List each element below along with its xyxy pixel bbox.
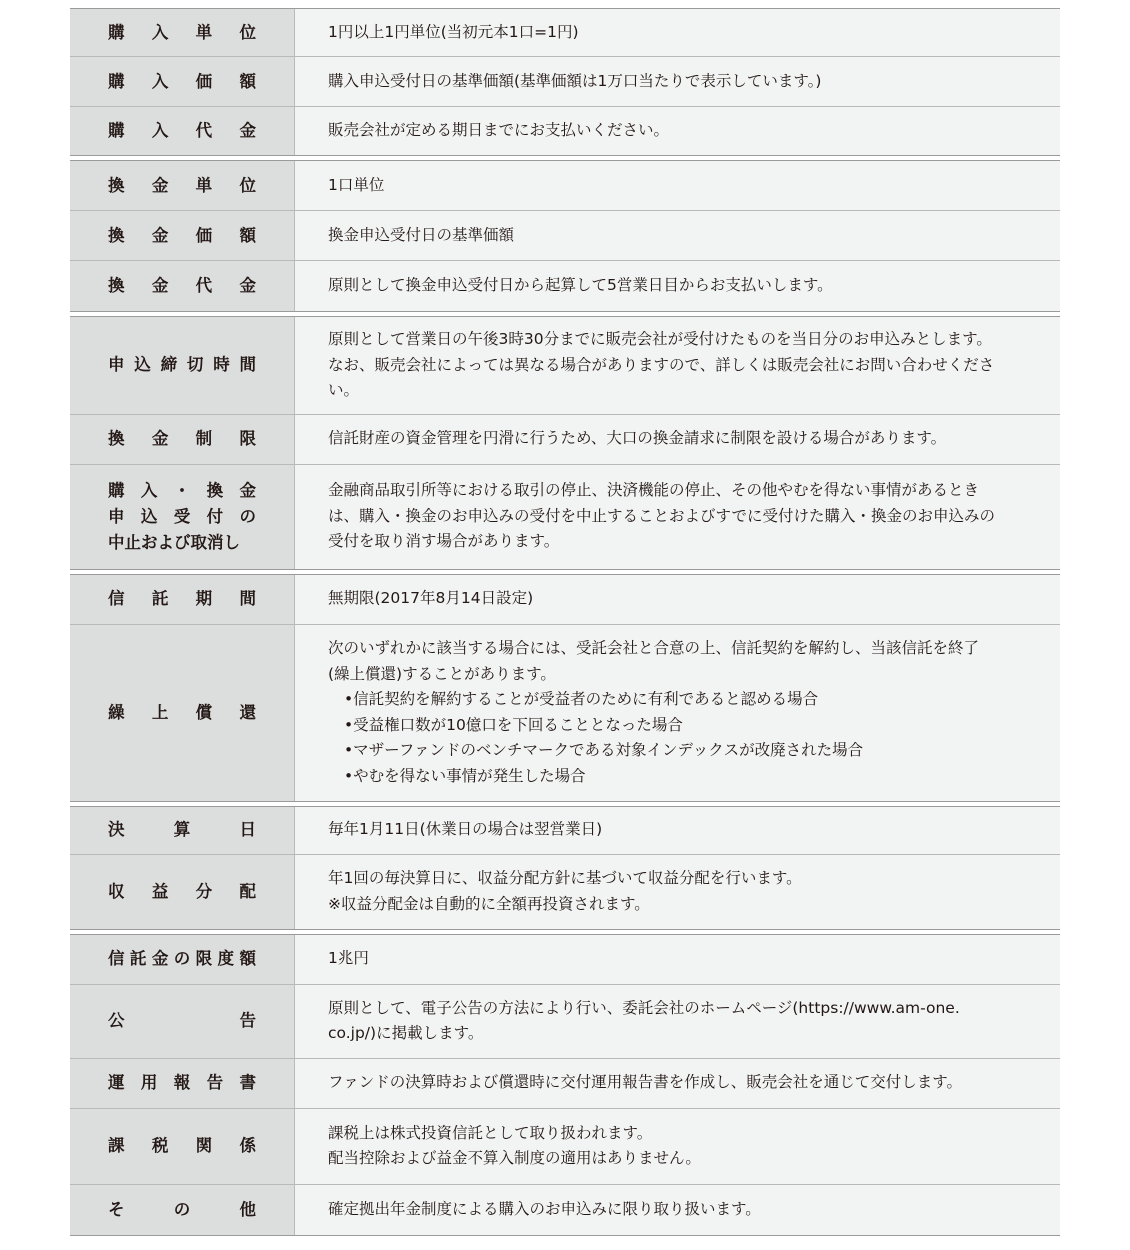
row-label	[108, 355, 256, 375]
table-row	[70, 9, 1060, 57]
row-label-line: 換 金 制 限	[108, 429, 256, 448]
row-label-cell	[70, 57, 295, 106]
row-value-line: い。	[328, 381, 360, 399]
row-label-cell	[70, 415, 295, 464]
row-value-cell	[295, 625, 1060, 801]
row-label	[108, 121, 256, 141]
row-label-line: 申 込 受 付 の	[108, 506, 256, 526]
row-label	[108, 1073, 256, 1093]
row-label-line: 課 税 関 係	[108, 1136, 256, 1155]
row-value-bullet: •信託契約を解約することが受益者のために有利であると認める場合	[344, 690, 819, 708]
section-group	[70, 160, 1060, 312]
row-value-line: 課税上は株式投資信託として取り扱われます。	[328, 1123, 653, 1142]
table-row	[70, 985, 1060, 1059]
row-label-cell	[70, 625, 295, 801]
row-label-line: 信 託 金 の 限 度 額	[108, 949, 256, 968]
row-label-cell	[70, 807, 295, 854]
row-value-line: 1兆円	[328, 949, 369, 968]
row-label	[108, 481, 256, 553]
row-value-line: 原則として換金申込受付日から起算して5営業日目からお支払いします。	[328, 276, 833, 295]
row-label	[108, 949, 256, 969]
row-value-line: 受付を取り消す場合があります。	[328, 532, 560, 551]
row-label-line: 購 入 価 額	[108, 71, 256, 91]
section-group	[70, 8, 1060, 156]
row-value-bullet: •受益権口数が10億口を下回ることとなった場合	[344, 715, 683, 734]
row-value-cell	[295, 211, 1060, 260]
row-label	[108, 1200, 256, 1220]
row-value-line: ファンドの決算時および償還時に交付運用報告書を作成し、販売会社を通じて交付します。	[328, 1073, 962, 1092]
section-group	[70, 934, 1060, 1236]
row-label-line: 購 入 単 位	[108, 22, 256, 42]
row-label	[108, 1011, 256, 1031]
row-value-line: 年1回の毎決算日に、収益分配方針に基づいて収益分配を行います。	[328, 869, 802, 887]
row-value-cell	[295, 985, 1060, 1058]
row-label-cell	[70, 1059, 295, 1108]
row-value-line: なお、販売会社によっては異なる場合がありますので、詳しくは販売会社にお問い合わせくださ	[328, 355, 995, 374]
row-label	[108, 1136, 256, 1156]
section-group	[70, 316, 1060, 570]
row-label-line: 中止および取消し	[108, 532, 240, 552]
row-label	[108, 820, 256, 840]
row-label-cell	[70, 161, 295, 210]
table-row	[70, 855, 1060, 929]
row-label-cell	[70, 575, 295, 624]
row-value-line: 販売会社が定める期日までにお支払いください。	[328, 121, 670, 140]
table-row	[70, 1109, 1060, 1185]
row-value-bullet: •やむを得ない事情が発生した場合	[344, 766, 586, 785]
row-value-cell	[295, 317, 1060, 414]
table-row	[70, 807, 1060, 855]
row-value-line: 確定拠出年金制度による購入のお申込みに限り取り扱います。	[328, 1199, 761, 1218]
row-label-cell	[70, 1185, 295, 1235]
row-value-line: co.jp/)に掲載します。	[328, 1024, 484, 1042]
row-value-line: 次のいずれかに該当する場合には、受託会社と合意の上、信託契約を解約し、当該信託を終了	[328, 639, 980, 657]
row-value-cell	[295, 807, 1060, 854]
row-value-cell	[295, 575, 1060, 624]
row-value-line: 信託財産の資金管理を円滑に行うため、大口の換金請求に制限を設ける場合があります。	[328, 429, 947, 448]
row-value-line: 換金申込受付日の基準価額	[328, 225, 515, 244]
row-value-line: ※収益分配金は自動的に全額再投資されます。	[328, 894, 650, 913]
row-label-line: 換 金 代 金	[108, 276, 256, 295]
table-row	[70, 317, 1060, 415]
row-label-line: 購 入 ・ 換 金	[108, 480, 256, 500]
section-group	[70, 574, 1060, 802]
row-value-line: 1円以上1円単位(当初元本1口=1円)	[328, 22, 579, 41]
row-value-cell	[295, 1185, 1060, 1235]
table-row	[70, 625, 1060, 801]
row-value-cell	[295, 261, 1060, 311]
row-label-cell	[70, 317, 295, 414]
row-label	[108, 703, 256, 723]
row-value-line: 原則として、電子公告の方法により行い、委託会社のホームページ(https://www.am-one.	[328, 998, 960, 1017]
row-label-cell	[70, 107, 295, 155]
row-value-cell	[295, 1059, 1060, 1108]
row-label	[108, 226, 256, 246]
table-row	[70, 575, 1060, 625]
table-row	[70, 261, 1060, 311]
row-value-line: (繰上償還)することがあります。	[328, 664, 556, 683]
row-label	[108, 276, 256, 296]
row-label	[108, 882, 256, 902]
row-label	[108, 589, 256, 609]
row-value-line: 毎年1月11日(休業日の場合は翌営業日)	[328, 820, 603, 839]
row-value-cell	[295, 1109, 1060, 1184]
row-value-bullet: •マザーファンドのベンチマークである対象インデックスが改廃された場合	[344, 741, 864, 759]
row-value-cell	[295, 465, 1060, 569]
row-value-line: は、購入・換金のお申込みの受付を中止することおよびすでに受付けた購入・換金のお申込みの	[328, 506, 995, 525]
row-label-cell	[70, 855, 295, 929]
row-label-cell	[70, 261, 295, 311]
row-value-cell	[295, 107, 1060, 155]
row-label-line: 収 益 分 配	[108, 881, 256, 901]
row-label-cell	[70, 1109, 295, 1184]
row-label-line: 運 用 報 告 書	[108, 1073, 256, 1092]
table-row	[70, 57, 1060, 107]
table-row	[70, 415, 1060, 465]
row-label	[108, 429, 256, 449]
table-row	[70, 465, 1060, 569]
row-label-cell	[70, 985, 295, 1058]
row-value-line: 配当控除および益金不算入制度の適用はありません。	[328, 1149, 701, 1167]
row-label-line: 繰 上 償 還	[108, 702, 256, 722]
table-row	[70, 161, 1060, 211]
fund-details-table	[70, 8, 1060, 1240]
row-label-line: 申 込 締 切 時 間	[108, 355, 256, 375]
row-label-cell	[70, 211, 295, 260]
row-value-line: 金融商品取引所等における取引の停止、決済機能の停止、その他やむを得ない事情があるとき	[328, 481, 980, 500]
table-row	[70, 935, 1060, 985]
section-group	[70, 806, 1060, 930]
row-label-line: 決 算 日	[108, 820, 256, 839]
row-value-cell	[295, 57, 1060, 106]
row-label-line: 公 告	[108, 1011, 256, 1030]
row-value-line: 1口単位	[328, 175, 385, 194]
row-value-line: 購入申込受付日の基準価額(基準価額は1万口当たりで表示しています。)	[328, 71, 822, 90]
row-value-line: 原則として営業日の午後3時30分までに販売会社が受付けたものを当日分のお申込みとします。	[328, 330, 992, 348]
row-label-line: 換 金 価 額	[108, 225, 256, 245]
table-row	[70, 1185, 1060, 1235]
table-row	[70, 1059, 1060, 1109]
row-label	[108, 176, 256, 196]
row-label-line: 信 託 期 間	[108, 589, 256, 608]
row-value-cell	[295, 415, 1060, 464]
row-value-cell	[295, 9, 1060, 56]
row-label-cell	[70, 465, 295, 569]
row-label	[108, 23, 256, 43]
table-row	[70, 211, 1060, 261]
row-value-cell	[295, 935, 1060, 984]
row-label-line: そ の 他	[108, 1199, 256, 1219]
row-value-cell	[295, 855, 1060, 929]
row-label-line: 購 入 代 金	[108, 121, 256, 140]
row-label-cell	[70, 9, 295, 56]
row-value-line: 無期限(2017年8月14日設定)	[328, 589, 534, 608]
table-row	[70, 107, 1060, 155]
row-label	[108, 72, 256, 92]
row-label-line: 換 金 単 位	[108, 175, 256, 195]
row-value-cell	[295, 161, 1060, 210]
row-label-cell	[70, 935, 295, 984]
